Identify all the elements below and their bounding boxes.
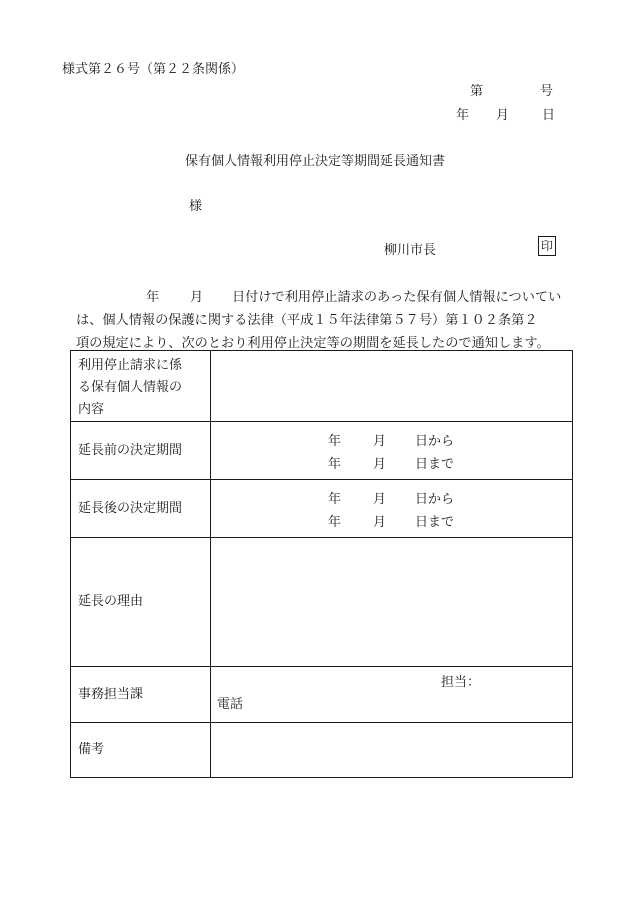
period-after-to-day: 日まで	[415, 515, 455, 530]
label-content-text: 利用停止請求に係る保有個人情報の内容	[78, 358, 183, 417]
row-reason	[71, 538, 573, 667]
label-period-before	[71, 422, 211, 480]
label-office	[71, 667, 211, 723]
body-line-2: は、個人情報の保護に関する法律（平成１５年法律第５７号）第１０２条第２	[76, 313, 538, 328]
row-period-after	[71, 480, 573, 538]
period-before-to-month: 月	[373, 457, 387, 472]
issue-date-day: 日	[542, 108, 556, 123]
doc-number-prefix: 第	[470, 84, 484, 99]
period-before-to-day: 日まで	[415, 457, 455, 472]
form-number: 様式第２６号（第２２条関係）	[62, 62, 245, 77]
label-period-before-text: 延長前の決定期間	[78, 442, 183, 458]
value-period-after[interactable]	[211, 480, 573, 538]
label-period-after	[71, 480, 211, 538]
charge-label: 担当：	[441, 675, 481, 690]
label-reason-text: 延長の理由	[78, 594, 144, 609]
row-content	[71, 351, 573, 422]
value-content[interactable]	[211, 351, 573, 422]
row-period-before	[71, 422, 573, 480]
period-after-from-month: 月	[373, 492, 387, 507]
body-month: 月	[190, 290, 204, 305]
period-before-from-month: 月	[373, 434, 387, 449]
notice-body	[76, 286, 572, 355]
period-after-from-day: 日から	[415, 492, 455, 507]
label-period-after-text: 延長後の決定期間	[78, 500, 183, 516]
value-reason[interactable]	[211, 538, 573, 667]
doc-number-suffix: 号	[540, 84, 554, 99]
seal-box: 印	[538, 236, 556, 256]
issue-date-year: 年	[456, 108, 470, 123]
value-office[interactable]	[211, 667, 573, 723]
phone-label: 電話	[217, 697, 244, 712]
document-title: 保有個人情報利用停止決定等期間延長通知書	[184, 154, 445, 169]
body-date-rest: 日付けで利用停止請求のあった保有個人情報についてい	[232, 290, 562, 305]
body-year: 年	[146, 290, 160, 305]
label-reason	[71, 538, 211, 667]
period-after-to-year: 年	[328, 515, 342, 530]
label-office-text: 事務担当課	[78, 686, 144, 702]
period-before-from-day: 日から	[415, 434, 455, 449]
issuer-name: 柳川市長	[384, 243, 437, 258]
body-line-3: 項の規定により、次のとおり利用停止決定等の期間を延長したので通知します。	[76, 336, 550, 351]
addressee-suffix: 様	[189, 199, 203, 214]
body-line-1	[76, 286, 572, 309]
period-after-to-month: 月	[373, 515, 387, 530]
period-before-to-year: 年	[328, 457, 342, 472]
row-office	[71, 667, 573, 723]
value-period-before[interactable]	[211, 422, 573, 480]
issue-date-month: 月	[496, 108, 510, 123]
label-remarks	[71, 723, 211, 778]
period-before-from-year: 年	[328, 434, 342, 449]
value-remarks[interactable]	[211, 723, 573, 778]
period-after-from-year: 年	[328, 492, 342, 507]
notice-table	[70, 350, 573, 778]
label-content	[71, 351, 211, 422]
row-remarks	[71, 723, 573, 778]
label-remarks-text: 備考	[78, 742, 105, 757]
